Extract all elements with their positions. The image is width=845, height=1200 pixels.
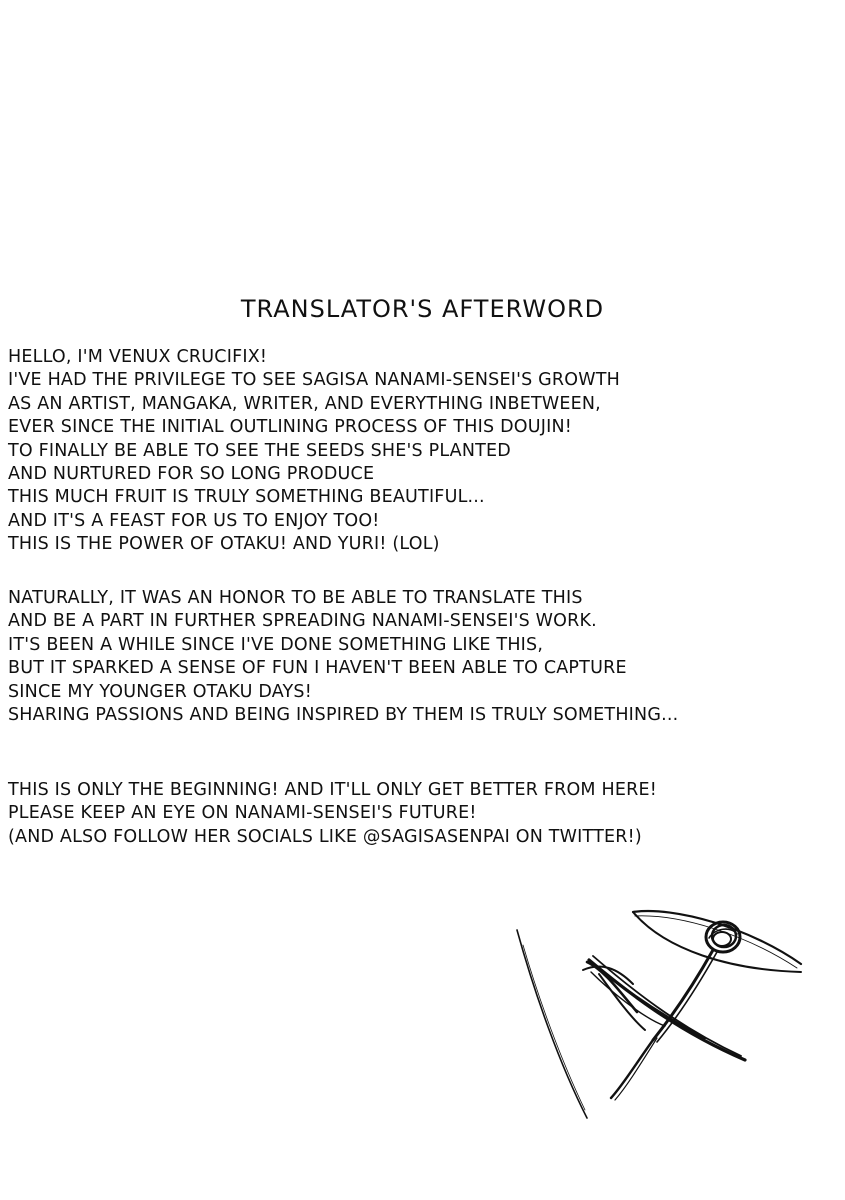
afterword-title: TRANSLATOR'S AFTERWORD [240,295,605,323]
handdrawn-eye-signature-icon [505,900,815,1130]
text-line: THIS IS THE POWER OF OTAKU! AND YURI! (LOL) [8,534,440,555]
text-line: (AND ALSO FOLLOW HER SOCIALS LIKE @SAGISASENPAI ON TWITTER!) [8,826,642,847]
text-line: AND IT'S A FEAST FOR US TO ENJOY TOO! [8,510,380,531]
text-line: AND BE A PART IN FURTHER SPREADING NANAMI-SENSEI'S WORK. [8,611,597,632]
text-line: IT'S BEEN A WHILE SINCE I'VE DONE SOMETHING LIKE THIS, [8,634,544,655]
text-line: AND NURTURED FOR SO LONG PRODUCE [8,464,375,485]
text-line: NATURALLY, IT WAS AN HONOR TO BE ABLE TO TRANSLATE THIS [8,588,583,608]
text-line: SINCE MY YOUNGER OTAKU DAYS! [8,681,312,702]
text-line: TO FINALLY BE ABLE TO SEE THE SEEDS SHE'S PLANTED [8,440,511,461]
text-line: BUT IT SPARKED A SENSE OF FUN I HAVEN'T BEEN ABLE TO CAPTURE [8,658,627,679]
text-line: THIS IS ONLY THE BEGINNING! AND IT'LL ONLY GET BETTER FROM HERE! [8,780,657,800]
text-line: I'VE HAD THE PRIVILEGE TO SEE SAGISA NANAMI-SENSEI'S GROWTH [8,370,621,391]
text-line: HELLO, I'M VENUX CRUCIFIX! [8,347,268,367]
afterword-paragraph-1 [8,346,620,557]
text-line: AS AN ARTIST, MANGAKA, WRITER, AND EVERYTHING INBETWEEN, [8,393,601,414]
text-line: SHARING PASSIONS AND BEING INSPIRED BY THEM IS TRULY SOMETHING... [8,705,679,726]
text-line: PLEASE KEEP AN EYE ON NANAMI-SENSEI'S FUTURE! [8,803,477,824]
afterword-paragraph-3 [8,779,657,849]
text-line: THIS MUCH FRUIT IS TRULY SOMETHING BEAUTIFUL... [8,487,485,508]
text-line: EVER SINCE THE INITIAL OUTLINING PROCESS OF THIS DOUJIN! [8,417,572,438]
afterword-paragraph-2 [8,587,678,727]
